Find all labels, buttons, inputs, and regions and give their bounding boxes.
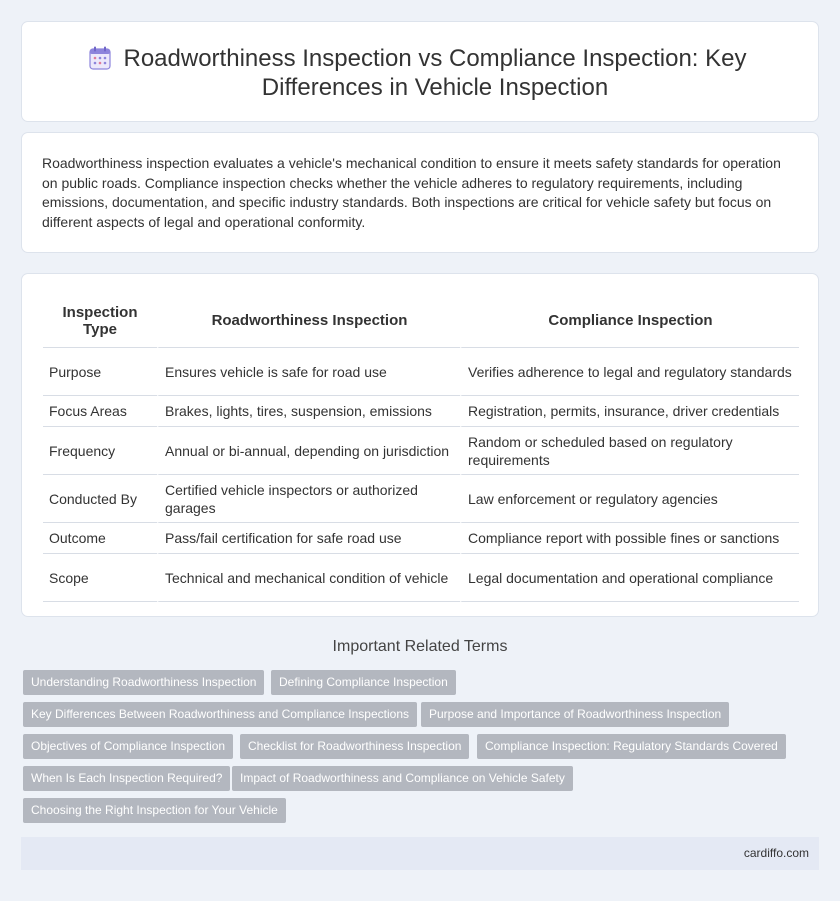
title-card bbox=[21, 21, 819, 122]
roadworthiness-cell: Pass/fail certification for safe road use bbox=[157, 523, 460, 554]
compliance-cell: Compliance report with possible fines or sanctions bbox=[460, 523, 799, 554]
intro-paragraph: Roadworthiness inspection evaluates a vehicle's mechanical condition to ensure it meets safety standards for operation on public roads. Compliance inspection checks whether the vehicle adheres to regulatory requirements, including emissions, documentation, and specific industry standards. Both inspections are critical for vehicle safety but focus on different aspects of legal and operational conformity. bbox=[42, 155, 781, 230]
page-title: Roadworthiness Inspection vs Compliance Inspection: Key Differences in Vehicle Inspection bbox=[123, 45, 747, 101]
header-roadworthiness: Roadworthiness Inspection bbox=[157, 294, 460, 348]
related-term-tag[interactable]: Understanding Roadworthiness Inspection bbox=[23, 670, 264, 695]
roadworthiness-cell: Ensures vehicle is safe for road use bbox=[157, 348, 460, 396]
related-term-tag[interactable]: Objectives of Compliance Inspection bbox=[23, 734, 233, 759]
related-term-tag[interactable]: Key Differences Between Roadworthiness and Compliance Inspections bbox=[23, 702, 417, 727]
compliance-cell: Registration, permits, insurance, driver credentials bbox=[460, 396, 799, 427]
row-label: Outcome bbox=[43, 523, 157, 554]
related-term-tag[interactable]: Defining Compliance Inspection bbox=[271, 670, 456, 695]
table-row bbox=[43, 554, 799, 602]
related-term-tag[interactable]: Purpose and Importance of Roadworthiness Inspection bbox=[421, 702, 729, 727]
compliance-cell: Random or scheduled based on regulatory requirements bbox=[460, 427, 799, 475]
table-header-row bbox=[43, 294, 799, 348]
related-term-tag[interactable]: Checklist for Roadworthiness Inspection bbox=[240, 734, 469, 759]
row-label: Focus Areas bbox=[43, 396, 157, 427]
intro-card bbox=[21, 132, 819, 253]
table-row bbox=[43, 475, 799, 523]
table-row bbox=[43, 523, 799, 554]
related-term-tag[interactable]: Choosing the Right Inspection for Your Vehicle bbox=[23, 798, 286, 823]
footer bbox=[21, 837, 819, 870]
row-label: Conducted By bbox=[43, 475, 157, 523]
table-row bbox=[43, 427, 799, 475]
compliance-cell: Legal documentation and operational compliance bbox=[460, 554, 799, 602]
related-terms-title: Important Related Terms bbox=[332, 638, 508, 655]
roadworthiness-cell: Certified vehicle inspectors or authorized garages bbox=[157, 475, 460, 523]
roadworthiness-cell: Brakes, lights, tires, suspension, emissions bbox=[157, 396, 460, 427]
header-compliance: Compliance Inspection bbox=[460, 294, 799, 348]
comparison-card bbox=[21, 273, 819, 617]
related-term-tag[interactable]: Compliance Inspection: Regulatory Standards Covered bbox=[477, 734, 786, 759]
row-label: Scope bbox=[43, 554, 157, 602]
related-term-tag[interactable]: When Is Each Inspection Required? bbox=[23, 766, 230, 791]
table-row bbox=[43, 348, 799, 396]
table-row bbox=[43, 396, 799, 427]
compliance-cell: Law enforcement or regulatory agencies bbox=[460, 475, 799, 523]
compliance-cell: Verifies adherence to legal and regulatory standards bbox=[460, 348, 799, 396]
row-label: Purpose bbox=[43, 348, 157, 396]
footer-site-link[interactable]: cardiffo.com bbox=[743, 846, 809, 860]
row-label: Frequency bbox=[43, 427, 157, 475]
roadworthiness-cell: Technical and mechanical condition of vehicle bbox=[157, 554, 460, 602]
header-inspection-type: Inspection Type bbox=[43, 294, 157, 348]
comparison-table bbox=[43, 294, 799, 602]
related-term-tag[interactable]: Impact of Roadworthiness and Compliance on Vehicle Safety bbox=[232, 766, 573, 791]
roadworthiness-cell: Annual or bi-annual, depending on jurisdiction bbox=[157, 427, 460, 475]
